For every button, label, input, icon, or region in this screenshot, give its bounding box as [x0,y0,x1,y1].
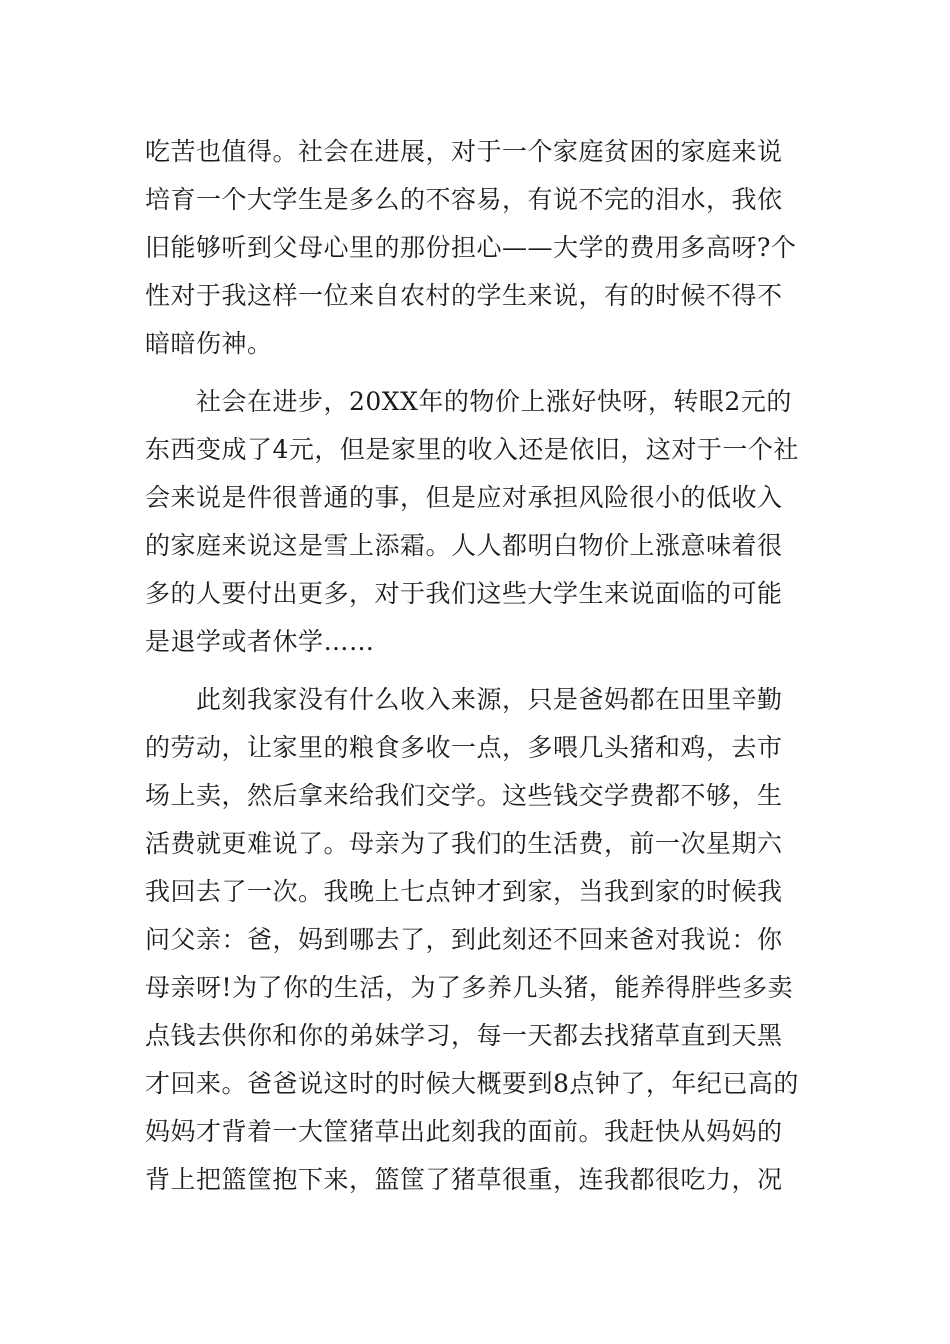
text-line: 母亲呀!为了你的生活，为了多养几头猪，能养得胖些多卖 [145,973,794,1002]
text-line: 旧能够听到父母心里的那份担心——大学的费用多高呀?个 [145,233,797,262]
text-line: 暗暗伤神。 [145,329,273,358]
paragraph-1 [145,128,810,368]
text-line: 问父亲：爸，妈到哪去了，到此刻还不回来爸对我说：你 [145,925,783,954]
paragraph-2 [145,378,810,666]
paragraph-3 [145,676,810,1204]
text-line: 多的人要付出更多，对于我们这些大学生来说面临的可能 [145,579,783,608]
text-line: 性对于我这样一位来自农村的学生来说，有的时候不得不 [145,281,783,310]
text-line: 妈妈才背着一大筐猪草出此刻我的面前。我赶快从妈妈的 [145,1117,783,1146]
text-line: 此刻我家没有什么收入来源，只是爸妈都在田里辛勤 [145,685,783,714]
text-line: 场上卖，然后拿来给我们交学。这些钱交学费都不够，生 [145,781,783,810]
text-line: 点钱去供你和你的弟妹学习，每一天都去找猪草直到天黑 [145,1021,783,1050]
text-line: 培育一个大学生是多么的不容易，有说不完的泪水，我依 [145,185,783,214]
text-line: 才回来。爸爸说这时的时候大概要到8点钟了，年纪已高的 [145,1069,799,1098]
text-line: 东西变成了4元，但是家里的收入还是依旧，这对于一个社 [145,435,799,464]
text-line: 吃苦也值得。社会在进展，对于一个家庭贫困的家庭来说 [145,137,783,166]
text-line: 的家庭来说这是雪上添霜。人人都明白物价上涨意味着很 [145,531,783,560]
text-line: 社会在进步，20XX年的物价上涨好快呀，转眼2元的 [145,387,792,416]
text-line: 会来说是件很普通的事，但是应对承担风险很小的低收入 [145,483,783,512]
text-line: 背上把篮筐抱下来，篮筐了猪草很重，连我都很吃力，况 [145,1165,783,1194]
text-line: 是退学或者休学…… [145,627,375,656]
document-body [145,128,810,1204]
text-line: 活费就更难说了。母亲为了我们的生活费，前一次星期六 [145,829,783,858]
text-line: 我回去了一次。我晚上七点钟才到家，当我到家的时候我 [145,877,783,906]
text-line: 的劳动，让家里的粮食多收一点，多喂几头猪和鸡，去市 [145,733,783,762]
